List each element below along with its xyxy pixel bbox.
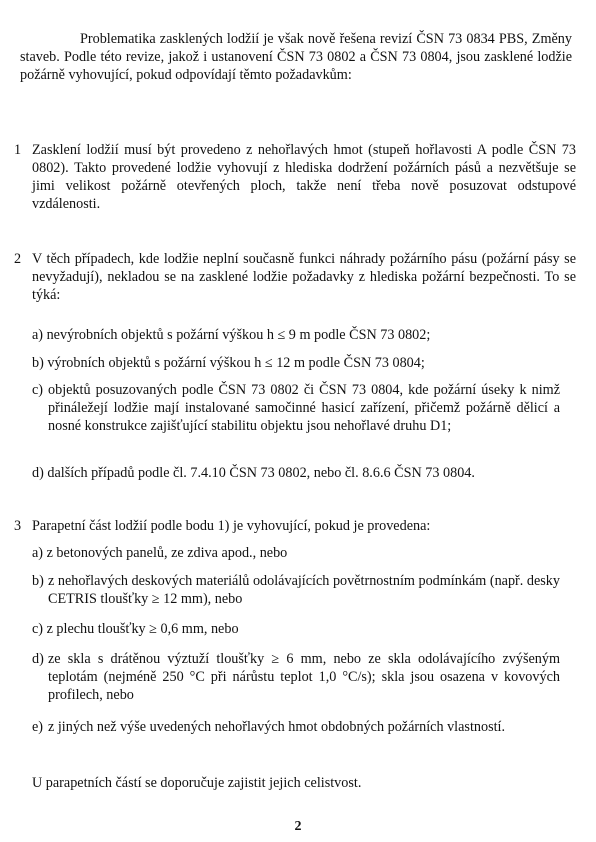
list-item-3 bbox=[14, 517, 576, 535]
subitem-label: b) bbox=[32, 355, 44, 371]
subitem-text: z betonových panelů, ze zdiva apod., nebo bbox=[46, 545, 288, 561]
subitem-label: c) bbox=[32, 382, 44, 398]
subitem-2c bbox=[32, 381, 560, 435]
subitem-text: výrobních objektů s požární výškou h ≤ 12 m podle ČSN 73 0804; bbox=[47, 355, 425, 371]
page-number: 2 bbox=[294, 819, 302, 834]
subitem-label: c) bbox=[32, 621, 44, 637]
subitem-label: b) bbox=[32, 573, 44, 589]
intro-paragraph: Problematika zasklených lodžií je však nově řešena revizí ČSN 73 0834 PBS, Změny staveb. Podle této revize, jakož i ustanovení ČSN 73 0802 a ČSN 73 0804, jsou zasklené lodžie požárně vyhovující, pokud odpovídají těmto požadavkům: bbox=[20, 31, 572, 83]
subitem-text: objektů posuzovaných podle ČSN 73 0802 či ČSN 73 0804, kde požární úseky k nimž přináležejí lodžie mají instalované samočinné hasicí zařízení, přičemž požárně dělicí a nosné konstrukce zajišťující stabilitu objektu jsou nehořlavé druhu D1; bbox=[48, 382, 560, 434]
subitem-label: e) bbox=[32, 719, 44, 735]
subitem-label: a) bbox=[32, 327, 44, 343]
subitem-3c bbox=[32, 620, 560, 638]
subitem-text: dalších případů podle čl. 7.4.10 ČSN 73 0802, nebo čl. 8.6.6 ČSN 73 0804. bbox=[47, 465, 475, 481]
list-item-2 bbox=[14, 250, 576, 304]
item-number: 3 bbox=[14, 518, 22, 534]
subitem-text: z plechu tloušťky ≥ 0,6 mm, nebo bbox=[46, 621, 239, 637]
subitem-label: a) bbox=[32, 545, 44, 561]
subitem-text: nevýrobních objektů s požární výškou h ≤ 9 m podle ČSN 73 0802; bbox=[46, 327, 431, 343]
list-item-1 bbox=[14, 141, 576, 213]
subitem-3a bbox=[32, 544, 560, 562]
item-text: Parapetní část lodžií podle bodu 1) je vyhovující, pokud je provedena: bbox=[32, 518, 431, 534]
item-text: V těch případech, kde lodžie neplní současně funkci náhrady požárního pásu (požární pásy se nevyžadují), nekladou se na zasklené lodžie požadavky z hlediska požární bezpečnosti. To se týká: bbox=[32, 251, 576, 303]
subitem-label: d) bbox=[32, 651, 44, 667]
item-number: 1 bbox=[14, 142, 22, 158]
subitem-2b bbox=[32, 354, 560, 372]
subitem-label: d) bbox=[32, 465, 44, 481]
subitem-3e bbox=[32, 718, 560, 736]
subitem-2d bbox=[32, 464, 560, 482]
subitem-text: z jiných než výše uvedených nehořlavých hmot obdobných požárních vlastností. bbox=[48, 719, 506, 735]
closing-paragraph: U parapetních částí se doporučuje zajistit jejich celistvost. bbox=[32, 775, 362, 791]
subitem-2a bbox=[32, 326, 560, 344]
item-number: 2 bbox=[14, 251, 22, 267]
subitem-3d bbox=[32, 650, 560, 704]
item-text: Zasklení lodžií musí být provedeno z nehořlavých hmot (stupeň hořlavosti A podle ČSN 73 0802). Takto provedené lodžie vyhovují z hlediska dodržení požárních pásů a nezvětšuje se jimi velikost požárně otevřených ploch, takže není třeba nově posuzovat odstupové vzdálenosti. bbox=[32, 142, 576, 212]
subitem-3b bbox=[32, 572, 560, 608]
subitem-text: ze skla s drátěnou výztuží tloušťky ≥ 6 mm, nebo ze skla odolávajícího zvýšeným teplotám (nejméně 250 °C při nárůstu teplot 1,0 °C/s); skla jsou osazena v kovových profilech, nebo bbox=[48, 651, 560, 703]
subitem-text: z nehořlavých deskových materiálů odolávajících povětrnostním podmínkám (např. desky CETRIS tloušťky ≥ 12 mm), nebo bbox=[48, 573, 560, 607]
